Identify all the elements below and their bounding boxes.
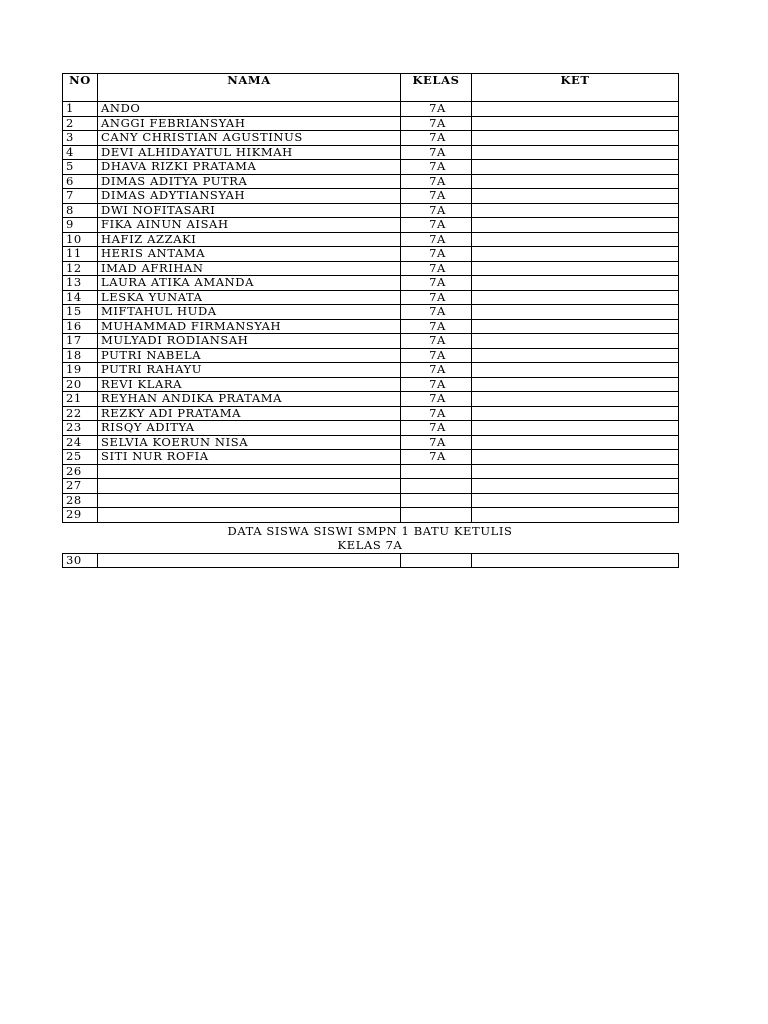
student-name: DEVI ALHIDAYATUL HIKMAH <box>98 145 401 160</box>
row-number: 14 <box>63 290 98 305</box>
student-name: ANDO <box>98 102 401 117</box>
row-number: 18 <box>63 348 98 363</box>
row-number: 20 <box>63 377 98 392</box>
table-row <box>63 553 679 568</box>
row-number: 12 <box>63 261 98 276</box>
row-number: 22 <box>63 406 98 421</box>
student-class: 7A <box>401 305 472 320</box>
row-number: 8 <box>63 203 98 218</box>
student-note <box>472 421 679 436</box>
table-row <box>63 131 679 146</box>
student-class: 7A <box>401 406 472 421</box>
student-name: DIMAS ADITYA PUTRA <box>98 174 401 189</box>
row-number: 24 <box>63 435 98 450</box>
table-row <box>63 435 679 450</box>
row-number: 5 <box>63 160 98 175</box>
student-class: 7A <box>401 450 472 465</box>
student-note <box>472 160 679 175</box>
student-note <box>472 218 679 233</box>
student-name: HERIS ANTAMA <box>98 247 401 262</box>
student-note <box>472 189 679 204</box>
student-class <box>401 508 472 523</box>
row-number: 2 <box>63 116 98 131</box>
student-roster-sheet <box>62 73 678 568</box>
row-number: 11 <box>63 247 98 262</box>
student-note <box>472 406 679 421</box>
student-name: MULYADI RODIANSAH <box>98 334 401 349</box>
student-note <box>472 377 679 392</box>
student-note <box>472 553 679 568</box>
student-name: REVI KLARA <box>98 377 401 392</box>
student-note <box>472 450 679 465</box>
student-note <box>472 290 679 305</box>
student-name <box>98 479 401 494</box>
student-name: REZKY ADI PRATAMA <box>98 406 401 421</box>
row-number: 15 <box>63 305 98 320</box>
table-row <box>63 421 679 436</box>
student-class: 7A <box>401 102 472 117</box>
student-class <box>401 493 472 508</box>
header-ket: KET <box>472 74 679 102</box>
student-class: 7A <box>401 363 472 378</box>
student-name <box>98 508 401 523</box>
student-class: 7A <box>401 290 472 305</box>
student-class: 7A <box>401 218 472 233</box>
student-table-body <box>63 102 679 523</box>
table-row <box>63 290 679 305</box>
student-note <box>472 203 679 218</box>
table-header-row <box>63 74 679 102</box>
extra-table-body <box>63 553 679 568</box>
student-note <box>472 102 679 117</box>
student-class <box>401 464 472 479</box>
table-row <box>63 247 679 262</box>
student-note <box>472 479 679 494</box>
row-number: 3 <box>63 131 98 146</box>
student-name: DWI NOFITASARI <box>98 203 401 218</box>
row-number: 26 <box>63 464 98 479</box>
table-row <box>63 189 679 204</box>
table-row <box>63 363 679 378</box>
student-note <box>472 305 679 320</box>
student-class: 7A <box>401 145 472 160</box>
student-class: 7A <box>401 232 472 247</box>
table-row <box>63 218 679 233</box>
row-number: 23 <box>63 421 98 436</box>
student-note <box>472 464 679 479</box>
student-class: 7A <box>401 261 472 276</box>
row-number: 6 <box>63 174 98 189</box>
header-no: NO <box>63 74 98 102</box>
header-kelas: KELAS <box>401 74 472 102</box>
student-class: 7A <box>401 131 472 146</box>
student-name: FIKA AINUN AISAH <box>98 218 401 233</box>
student-name <box>98 464 401 479</box>
student-name: CANY CHRISTIAN AGUSTINUS <box>98 131 401 146</box>
student-class: 7A <box>401 421 472 436</box>
student-name <box>98 493 401 508</box>
student-name: DHAVA RIZKI PRATAMA <box>98 160 401 175</box>
student-name: ANGGI FEBRIANSYAH <box>98 116 401 131</box>
row-number: 29 <box>63 508 98 523</box>
student-class: 7A <box>401 392 472 407</box>
student-note <box>472 174 679 189</box>
student-class: 7A <box>401 203 472 218</box>
row-number: 16 <box>63 319 98 334</box>
table-row <box>63 174 679 189</box>
student-note <box>472 435 679 450</box>
student-class: 7A <box>401 276 472 291</box>
student-note <box>472 116 679 131</box>
row-number: 1 <box>63 102 98 117</box>
student-class: 7A <box>401 334 472 349</box>
student-class: 7A <box>401 247 472 262</box>
table-row <box>63 305 679 320</box>
student-name: DIMAS ADYTIANSYAH <box>98 189 401 204</box>
student-class: 7A <box>401 189 472 204</box>
row-number: 25 <box>63 450 98 465</box>
table-row <box>63 493 679 508</box>
extra-row-table <box>62 553 679 569</box>
student-note <box>472 261 679 276</box>
student-note <box>472 276 679 291</box>
table-row <box>63 203 679 218</box>
student-class: 7A <box>401 174 472 189</box>
table-row <box>63 464 679 479</box>
student-class: 7A <box>401 435 472 450</box>
header-nama: NAMA <box>98 74 401 102</box>
student-name: REYHAN ANDIKA PRATAMA <box>98 392 401 407</box>
student-name: PUTRI RAHAYU <box>98 363 401 378</box>
table-row <box>63 479 679 494</box>
student-note <box>472 232 679 247</box>
student-note <box>472 319 679 334</box>
student-class: 7A <box>401 160 472 175</box>
student-class <box>401 553 472 568</box>
table-row <box>63 102 679 117</box>
student-note <box>472 508 679 523</box>
table-caption <box>62 523 678 552</box>
table-row <box>63 276 679 291</box>
student-name <box>98 553 401 568</box>
student-name: PUTRI NABELA <box>98 348 401 363</box>
student-note <box>472 131 679 146</box>
student-name: LAURA ATIKA AMANDA <box>98 276 401 291</box>
row-number: 17 <box>63 334 98 349</box>
student-note <box>472 348 679 363</box>
row-number: 13 <box>63 276 98 291</box>
table-row <box>63 232 679 247</box>
table-row <box>63 145 679 160</box>
table-row <box>63 406 679 421</box>
student-note <box>472 247 679 262</box>
row-number: 4 <box>63 145 98 160</box>
student-name: LESKA YUNATA <box>98 290 401 305</box>
table-row <box>63 392 679 407</box>
student-note <box>472 334 679 349</box>
student-class: 7A <box>401 348 472 363</box>
student-class <box>401 479 472 494</box>
caption-class: KELAS 7A <box>337 537 403 552</box>
row-number: 21 <box>63 392 98 407</box>
student-name: HAFIZ AZZAKI <box>98 232 401 247</box>
student-name: SELVIA KOERUN NISA <box>98 435 401 450</box>
student-class: 7A <box>401 116 472 131</box>
student-table <box>62 73 679 523</box>
student-name: SITI NUR ROFIA <box>98 450 401 465</box>
row-number: 28 <box>63 493 98 508</box>
table-row <box>63 319 679 334</box>
row-number: 9 <box>63 218 98 233</box>
student-name: IMAD AFRIHAN <box>98 261 401 276</box>
student-class: 7A <box>401 319 472 334</box>
student-note <box>472 363 679 378</box>
row-number: 30 <box>63 553 98 568</box>
table-row <box>63 261 679 276</box>
student-name: MIFTAHUL HUDA <box>98 305 401 320</box>
table-row <box>63 508 679 523</box>
table-row <box>63 377 679 392</box>
row-number: 27 <box>63 479 98 494</box>
table-row <box>63 334 679 349</box>
table-row <box>63 160 679 175</box>
student-note <box>472 392 679 407</box>
student-name: MUHAMMAD FIRMANSYAH <box>98 319 401 334</box>
table-row <box>63 116 679 131</box>
row-number: 7 <box>63 189 98 204</box>
row-number: 19 <box>63 363 98 378</box>
student-note <box>472 493 679 508</box>
student-note <box>472 145 679 160</box>
row-number: 10 <box>63 232 98 247</box>
student-class: 7A <box>401 377 472 392</box>
student-name: RISQY ADITYA <box>98 421 401 436</box>
table-row <box>63 348 679 363</box>
caption-title: DATA SISWA SISWI SMPN 1 BATU KETULIS <box>227 523 513 538</box>
table-row <box>63 450 679 465</box>
